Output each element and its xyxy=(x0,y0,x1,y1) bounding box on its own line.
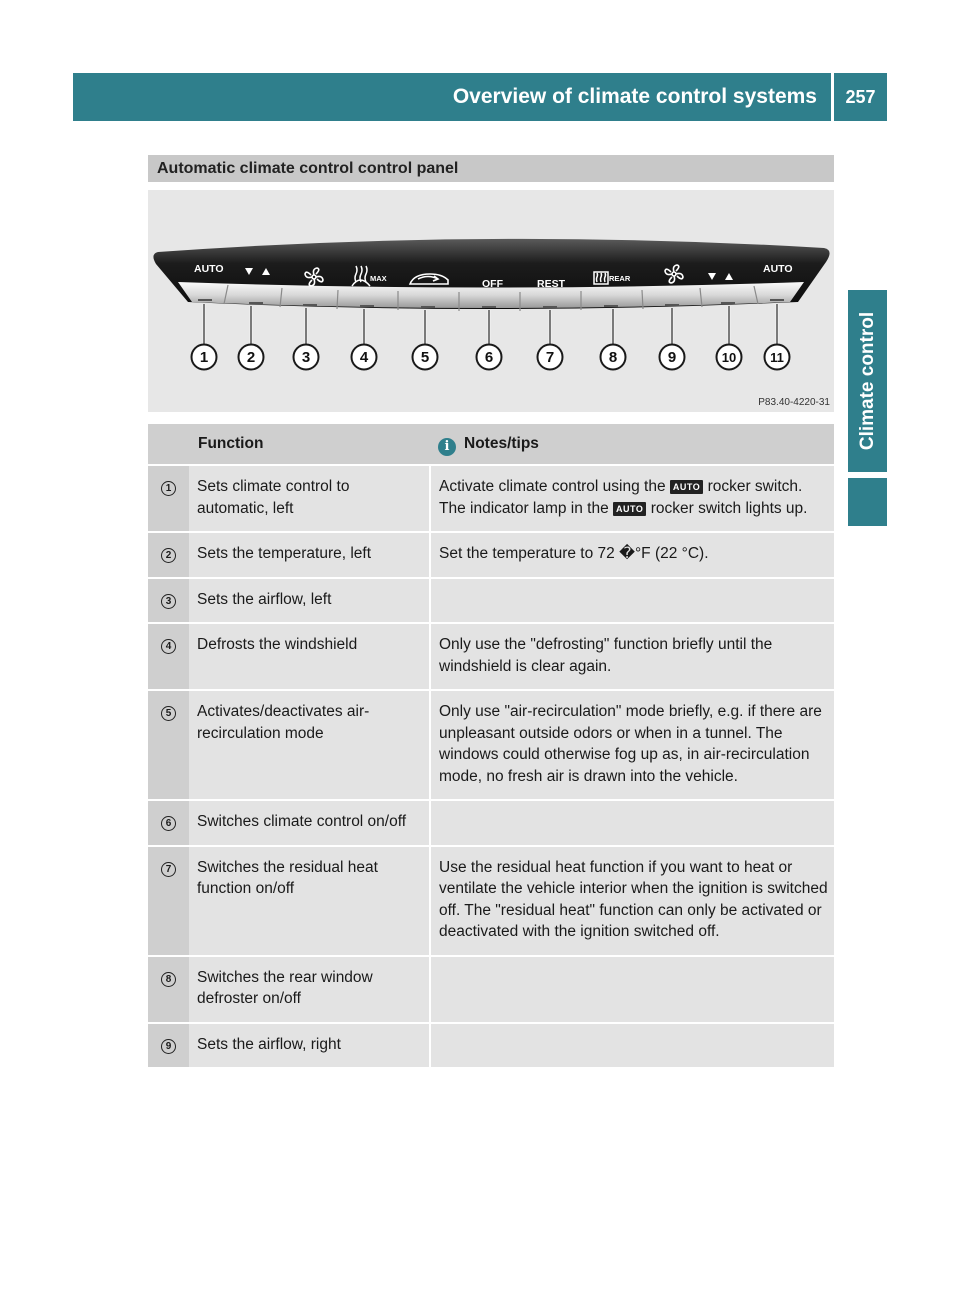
row-number: 1 xyxy=(161,481,176,496)
row-function: Activates/deactivates air-recirculation mode xyxy=(189,690,430,800)
control-panel-figure xyxy=(148,190,834,412)
control-panel-illustration xyxy=(148,190,834,412)
callout-5: 5 xyxy=(420,349,430,366)
table-row xyxy=(148,465,834,532)
row-number: 2 xyxy=(161,548,176,563)
row-function: Defrosts the windshield xyxy=(189,623,430,690)
chapter-tab xyxy=(848,290,887,472)
rest-label: REST xyxy=(537,278,566,290)
header-notes-label: Notes/tips xyxy=(464,435,539,452)
table-row xyxy=(148,532,834,578)
row-notes: Use the residual heat function if you want to heat or ventilate the vehicle interior when the ignition is switched off. The "residual heat" function can only be activated or deactivated with the ignition switched off. xyxy=(430,846,834,956)
row-notes xyxy=(430,800,834,846)
table-row xyxy=(148,1023,834,1069)
chapter-marker xyxy=(848,478,887,526)
callout-10: 10 xyxy=(721,350,737,365)
row-number: 6 xyxy=(161,816,176,831)
callout-11: 11 xyxy=(770,350,784,365)
row-function: Switches the rear window defroster on/off xyxy=(189,956,430,1023)
page-header xyxy=(73,73,887,121)
row-function: Sets the airflow, right xyxy=(189,1023,430,1069)
table-row xyxy=(148,690,834,800)
auto-button-icon: AUTO xyxy=(613,502,646,516)
table-header-row xyxy=(148,424,834,465)
row-function: Switches climate control on/off xyxy=(189,800,430,846)
header-num-cell xyxy=(148,424,189,465)
callout-8: 8 xyxy=(608,349,618,366)
callout-3: 3 xyxy=(301,349,311,366)
header-function: Function xyxy=(189,424,430,465)
callout-lines xyxy=(204,304,777,344)
callout-6: 6 xyxy=(484,349,494,366)
callout-2: 2 xyxy=(246,349,256,366)
row-function: Sets the temperature, left xyxy=(189,532,430,578)
table-row xyxy=(148,623,834,690)
row-notes: Set the temperature to 72 �°F (22 ‌°C). xyxy=(430,532,834,578)
row-notes xyxy=(430,578,834,624)
row-notes: Only use the "defrosting" function briefly until the windshield is clear again. xyxy=(430,623,834,690)
callout-7: 7 xyxy=(545,349,555,366)
row-function: Sets the airflow, left xyxy=(189,578,430,624)
rear-label: REAR xyxy=(609,274,631,283)
table-row xyxy=(148,846,834,956)
row-notes: Only use "air-recirculation" mode briefly, e.g. if there are unpleasant outside odors or when in a tunnel. The windows could otherwise fog up as, in air-recirculation mode, no fresh air is drawn into the vehicle. xyxy=(430,690,834,800)
info-icon: i xyxy=(438,438,456,456)
auto-button-icon: AUTO xyxy=(670,480,703,494)
table-row xyxy=(148,800,834,846)
row-function: Sets climate control to automatic, left xyxy=(189,465,430,532)
auto-left-label: AUTO xyxy=(194,263,224,275)
page-number: 257 xyxy=(845,87,876,107)
row-number: 4 xyxy=(161,639,176,654)
auto-right-label: AUTO xyxy=(763,263,793,275)
row-notes xyxy=(430,1023,834,1069)
off-label: OFF xyxy=(482,278,503,290)
callout-1: 1 xyxy=(199,349,209,366)
chapter-tab-label: Climate control xyxy=(857,311,878,451)
row-notes: Activate climate control using the AUTO rocker switch. The indicator lamp in the AUTO rocker switch lights up. xyxy=(430,465,834,532)
table-row xyxy=(148,956,834,1023)
row-number: 8 xyxy=(161,972,176,987)
header-notes xyxy=(430,424,834,465)
table-row xyxy=(148,578,834,624)
max-label: MAX xyxy=(370,274,387,283)
row-number: 3 xyxy=(161,594,176,609)
header-title: Overview of climate control systems xyxy=(452,85,817,108)
row-number: 5 xyxy=(161,706,176,721)
section-title: Automatic climate control control panel xyxy=(148,155,834,182)
callout-4: 4 xyxy=(359,349,369,366)
row-number: 9 xyxy=(161,1039,176,1054)
row-function: Switches the residual heat function on/off xyxy=(189,846,430,956)
row-notes xyxy=(430,956,834,1023)
callout-9: 9 xyxy=(667,349,677,366)
row-number: 7 xyxy=(161,862,176,877)
figure-reference: P83.40-4220-31 xyxy=(758,397,830,408)
function-table xyxy=(148,424,834,1069)
